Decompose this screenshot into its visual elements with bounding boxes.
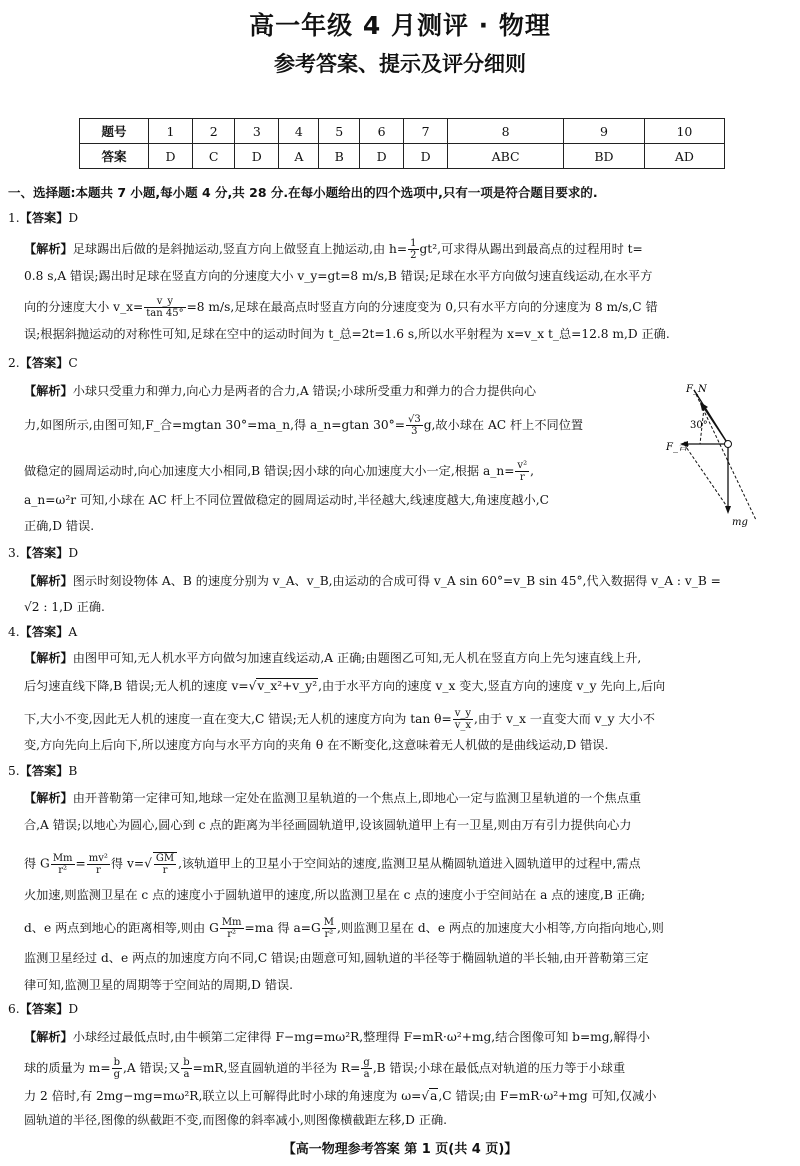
analysis-line: 力 2 倍时,有 2mg−mg=mω²R,联立以上可解得此时小球的角速度为 ω=√a,C 错误;由 F=mR·ω²+mg 可知,仅减小 (24, 1089, 657, 1103)
table-cell: 9 (564, 119, 645, 144)
analysis-line: 球的质量为 m= $\frac{b}{g}$ ,A 错误;又 $\frac{b}{a}$ =mR,竖直圆轨道的半径为 R= $\frac{g}{a}$ ,B 错误;小球在最低点对轨道的压力等于小球重 (24, 1057, 626, 1080)
table-cell: BD (564, 144, 645, 169)
page-subtitle: 参考答案、提示及评分细则 (274, 52, 526, 76)
analysis-line: 变,方向先向上后向下,所以速度方向与水平方向的夹角 θ 在不断变化,这意味着无人机做的是曲线运动,D 错误. (24, 738, 609, 752)
fraction: $\frac{g}{a}$ (363, 1057, 370, 1080)
table-cell: 3 (235, 119, 279, 144)
fraction: $\frac{b}{a}$ (183, 1057, 190, 1080)
analysis-line: 0.8 s,A 错误;踢出时足球在竖直方向的分速度大小 v_y=gt=8 m/s,B 错误;足球在水平方向做匀速直线运动,在水平方 (24, 269, 653, 283)
analysis-line: 圆轨道的半径,图像的纵截距不变,而图像的斜率减小,则图像横截距左移,D 正确. (24, 1113, 448, 1127)
answer-line: 1.【答案】D (8, 211, 79, 225)
table-cell: B (319, 144, 360, 169)
table-cell: 5 (319, 119, 360, 144)
analysis-line: 合,A 错误;以地心为圆心,圆心到 c 点的距离为半径画圆轨道甲,设该圆轨道甲上有一卫星,则由万有引力提供向心力 (24, 818, 632, 832)
label-angle: 30° (690, 420, 708, 431)
table-cell: ABC (448, 144, 564, 169)
analysis-line: 后匀速直线下降,B 错误;无人机的速度 v=√v_x²+v_y²,由于水平方向的速度 v_x 变大,竖直方向的速度 v_y 先向上,后向 (24, 679, 666, 693)
analysis-line: 下,大小不变,因此无人机的速度一直在变大,C 错误;无人机的速度方向为 tan θ= $\frac{v\_y}{v\_x}$ ,由于 v_x 一直变大而 v_y 大小不 (24, 708, 655, 731)
table-cell: 6 (360, 119, 404, 144)
analysis-line: 做稳定的圆周运动时,向心加速度大小相同,B 错误;因小球的向心加速度大小一定,根据 a_n= $\frac{\text{v²}}{r}$ , (24, 460, 534, 483)
analysis-line: 监测卫星经过 d、e 两点的加速度方向不同,C 错误;由题意可知,圆轨道的半径等于椭圆轨道的半长轴,由开普勒第三定 (24, 951, 649, 965)
label-fhe: F_合 (666, 442, 688, 453)
fraction: $\frac{Mm}{\text{r²}}$ (52, 852, 73, 876)
label-fn: F_N (686, 384, 707, 395)
analysis-line: √2 : 1,D 正确. (24, 600, 105, 614)
analysis-line: 【解析】由开普勒第一定律可知,地球一定处在监测卫星轨道的一个焦点上,即地心一定与监测卫星轨道的一个焦点重 (24, 791, 642, 805)
answer-line: 2.【答案】C (8, 356, 78, 370)
analysis-line: d、e 两点到地心的距离相等,则由 G $\frac{Mm}{\text{r²}}$ =ma 得 a=G $\frac{M}{\text{r²}}$ ,则监测卫星在 d、e 两点的加速度大小相等,方向指向地心,则 (24, 917, 664, 940)
fraction: $\frac{v\_y}{v\_x}$ (454, 708, 471, 731)
fraction: $\frac{\text{mv²}}{r}$ (88, 852, 108, 876)
analysis-line: 律可知,监测卫星的周期等于空间站的周期,D 错误. (24, 978, 294, 992)
analysis-line: 【解析】足球踢出后做的是斜抛运动,竖直方向上做竖直上抛运动,由 h= $\frac{1}{2}$ gt²,可求得从踢出到最高点的过程用时 t= (24, 238, 643, 261)
answer-table (79, 118, 725, 169)
analysis-line: 火加速,则监测卫星在 c 点的速度小于圆轨道甲的速度,所以监测卫星在 c 点的速度小于空间站在 a 点的速度,B 正确; (24, 888, 646, 902)
table-row (80, 119, 725, 144)
fraction: $\frac{Mm}{\text{r²}}$ (221, 917, 242, 940)
section-heading: 一、选择题:本题共 7 小题,每小题 4 分,共 28 分.在每小题给出的四个选项中,只有一项是符合题目要求的. (8, 185, 598, 200)
table-cell: AD (644, 144, 724, 169)
analysis-line: 正确,D 错误. (24, 519, 95, 533)
analysis-line: a_n=ω²r 可知,小球在 AC 杆上不同位置做稳定的圆周运动时,半径越大,线速度越大,角速度越小,C (24, 493, 549, 507)
fraction: $\frac{1}{2}$ (410, 238, 417, 261)
fraction: $\frac{v\_y}{\tan 45^\circ}$ (146, 296, 184, 319)
analysis-line: 【解析】小球经过最低点时,由牛顿第二定律得 F−mg=mω²R,整理得 F=mR·ω²+mg,结合图像可知 b=mg,解得小 (24, 1030, 650, 1044)
table-cell: 8 (448, 119, 564, 144)
table-cell: D (404, 144, 448, 169)
analysis-line: 力,如图所示,由图可知,F_合=mgtan 30°=ma_n,得 a_n=gtan 30°= $\frac{√3}{3}$ g,故小球在 AC 杆上不同位置 (24, 414, 584, 437)
analysis-line: 得 G $\frac{Mm}{\text{r²}}$ = $\frac{\text{mv²}}{r}$ 得 v=√ $\frac{GM}{r}$ ,该轨道甲上的卫星小于空间站的速度,监测卫星从椭圆轨道进入圆轨道甲的过程中,需点 (24, 852, 641, 876)
table-header-label: 题号 (80, 119, 149, 144)
fraction: $\frac{GM}{r}$ (153, 852, 177, 876)
force-diagram (664, 380, 774, 530)
label-mg: mg (732, 517, 748, 528)
answer-line: 5.【答案】B (8, 764, 78, 778)
fraction: $\frac{\text{v²}}{r}$ (517, 460, 528, 483)
table-cell: D (149, 144, 193, 169)
answer-line: 6.【答案】D (8, 1002, 79, 1016)
analysis-line: 向的分速度大小 v_x= $\frac{v\_y}{\tan 45^\circ}$ =8 m/s,足球在最高点时竖直方向的分速度变为 0,只有水平方向的分速度为 8 m/s,C 错 (24, 296, 658, 319)
analysis-line: 【解析】由图甲可知,无人机水平方向做匀加速直线运动,A 正确;由题图乙可知,无人机在竖直方向上先匀速直线上升, (24, 651, 642, 665)
table-row (80, 144, 725, 169)
analysis-line: 【解析】小球只受重力和弹力,向心力是两者的合力,A 错误;小球所受重力和弹力的合力提供向心 (24, 384, 537, 398)
table-answer-label: 答案 (80, 144, 149, 169)
table-cell: D (360, 144, 404, 169)
fraction: $\frac{M}{\text{r²}}$ (323, 917, 334, 940)
table-cell: 2 (193, 119, 235, 144)
table-cell: 1 (149, 119, 193, 144)
page-title: 高一年级 4 月测评 · 物理 (249, 11, 551, 40)
fraction: $\frac{b}{g}$ (113, 1057, 120, 1080)
fraction: $\frac{√3}{3}$ (407, 414, 421, 437)
table-cell: C (193, 144, 235, 169)
table-cell: 10 (644, 119, 724, 144)
table-cell: 4 (279, 119, 319, 144)
table-cell: 7 (404, 119, 448, 144)
table-cell: A (279, 144, 319, 169)
table-cell: D (235, 144, 279, 169)
analysis-line: 【解析】图示时刻设物体 A、B 的速度分别为 v_A、v_B,由运动的合成可得 v_A sin 60°=v_B sin 45°,代入数据得 v_A : v_B = (24, 574, 721, 588)
answer-line: 4.【答案】A (8, 625, 78, 639)
answer-line: 3.【答案】D (8, 546, 79, 560)
page-footer: 【高一物理参考答案 第 1 页(共 4 页)】 (282, 1142, 518, 1157)
analysis-line: 误;根据斜抛运动的对称性可知,足球在空中的运动时间为 t_总=2t=1.6 s,所以水平射程为 x=v_x t_总=12.8 m,D 正确. (24, 327, 670, 341)
